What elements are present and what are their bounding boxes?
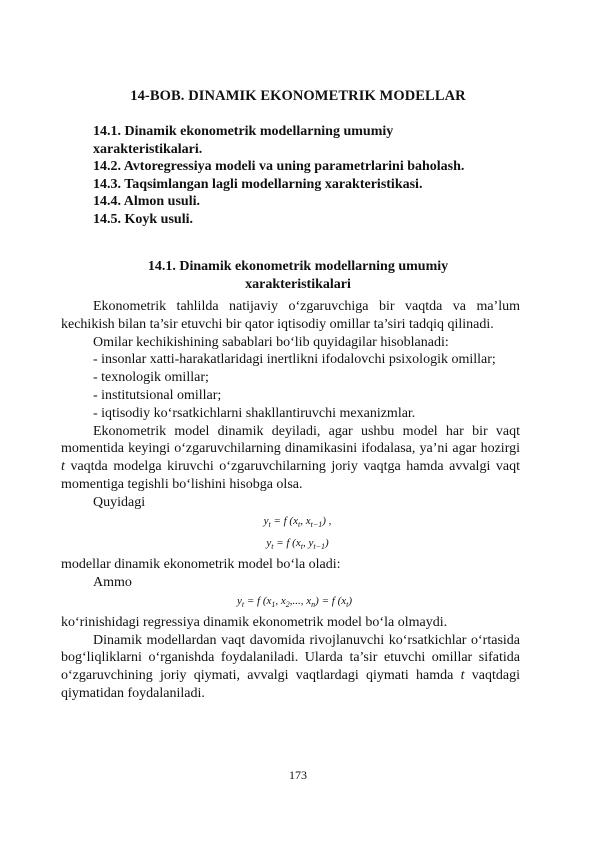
body-text: [61, 298, 520, 703]
paragraph-text: Dinamik modellardan vaqt davomida rivojlanuvchi ko‘rsatkichlar o‘rtasida bog‘liqliklarni o‘rganishda foydalaniladi. Ularda ta’sir etuvchi omillar sifatida o‘zgaruvchining joriy qiymati, avvalgi vaqtlardagi qiymati hamda: [61, 632, 520, 684]
paragraph: - institutsional omillar;: [93, 387, 222, 403]
section-title-line: 14.1. Dinamik ekonometrik modellarning umumiy: [147, 259, 449, 274]
toc-item: 14.3. Taqsimlangan lagli modellarning xarakteristikasi.: [93, 176, 423, 192]
paragraph: ko‘rinishidagi regressiya dinamik ekonometrik model bo‘la olmaydi.: [61, 614, 448, 630]
paragraph-text: Ekonometrik model dinamik deyiladi, agar ushbu model har bir vaqt momentida keyingi o‘zgaruvchilarning dinamikasini ifodalasa, ya’ni agar hozirgi: [61, 423, 520, 457]
table-of-contents: [93, 123, 533, 229]
paragraph-text: vaqtda modelga kiruvchi o‘zgaruvchilarning joriy vaqtga hamda avvalgi vaqt momentiga tegishli bo‘lishini hisobga olsa.: [61, 459, 520, 492]
page-number: 173: [289, 768, 307, 782]
chapter-title: 14-BOB. DINAMIK EKONOMETRIK MODELLAR: [130, 88, 466, 104]
paragraph: [61, 423, 520, 494]
toc-item: 14.4. Almon usuli.: [93, 194, 200, 210]
section-title-line: xarakteristikalari: [245, 277, 351, 292]
section-title: [60, 258, 536, 294]
formula-2: $y_t = f$ ($x_t$, $y_{t-1}$): [266, 536, 329, 551]
formula-1: $y_t = f$ ($x_t$, $x_{t-1}$) ,: [263, 514, 332, 529]
toc-item: xarakteristikalari.: [93, 141, 203, 157]
toc-item: 14.1. Dinamik ekonometrik modellarning umumiy: [93, 124, 394, 139]
paragraph: - insonlar xatti-harakatlaridagi inertlikni ifodalovchi psixologik omillar;: [93, 352, 496, 368]
toc-item: 14.5. Koyk usuli.: [93, 211, 193, 227]
paragraph: Quyidagi: [93, 494, 146, 510]
paragraph-text: vaqtdagi qiymatidan foydalaniladi.: [61, 668, 520, 701]
paragraph: - texnologik omillar;: [93, 370, 209, 386]
variable-t: t: [61, 459, 65, 475]
paragraph: Ammo: [93, 574, 132, 590]
paragraph: Omilar kechikishining sabablari bo‘lib quyidagilar hisoblanadi:: [93, 334, 449, 350]
paragraph: modellar dinamik ekonometrik model bo‘la oladi:: [61, 556, 341, 572]
toc-item: 14.2. Avtoregressiya modeli va uning parametrlarini baholash.: [93, 159, 465, 175]
variable-t: t: [460, 668, 465, 684]
paragraph: Ekonometrik tahlilda natijaviy o‘zgaruvchiga bir vaqtda va ma’lum kechikish bilan ta’sir etuvchi bir qator iqtisodiy omillar ta’siri tadqiq qilinadi.: [61, 299, 520, 332]
paragraph: - iqtisodiy ko‘rsatkichlarni shakllantiruvchi mexanizmlar.: [93, 405, 416, 421]
formula-3: $y_t = f$ ($x_1$, $x_2$,..., $x_n) = f$ $(x_t)$: [236, 594, 353, 609]
paragraph: [61, 632, 520, 703]
